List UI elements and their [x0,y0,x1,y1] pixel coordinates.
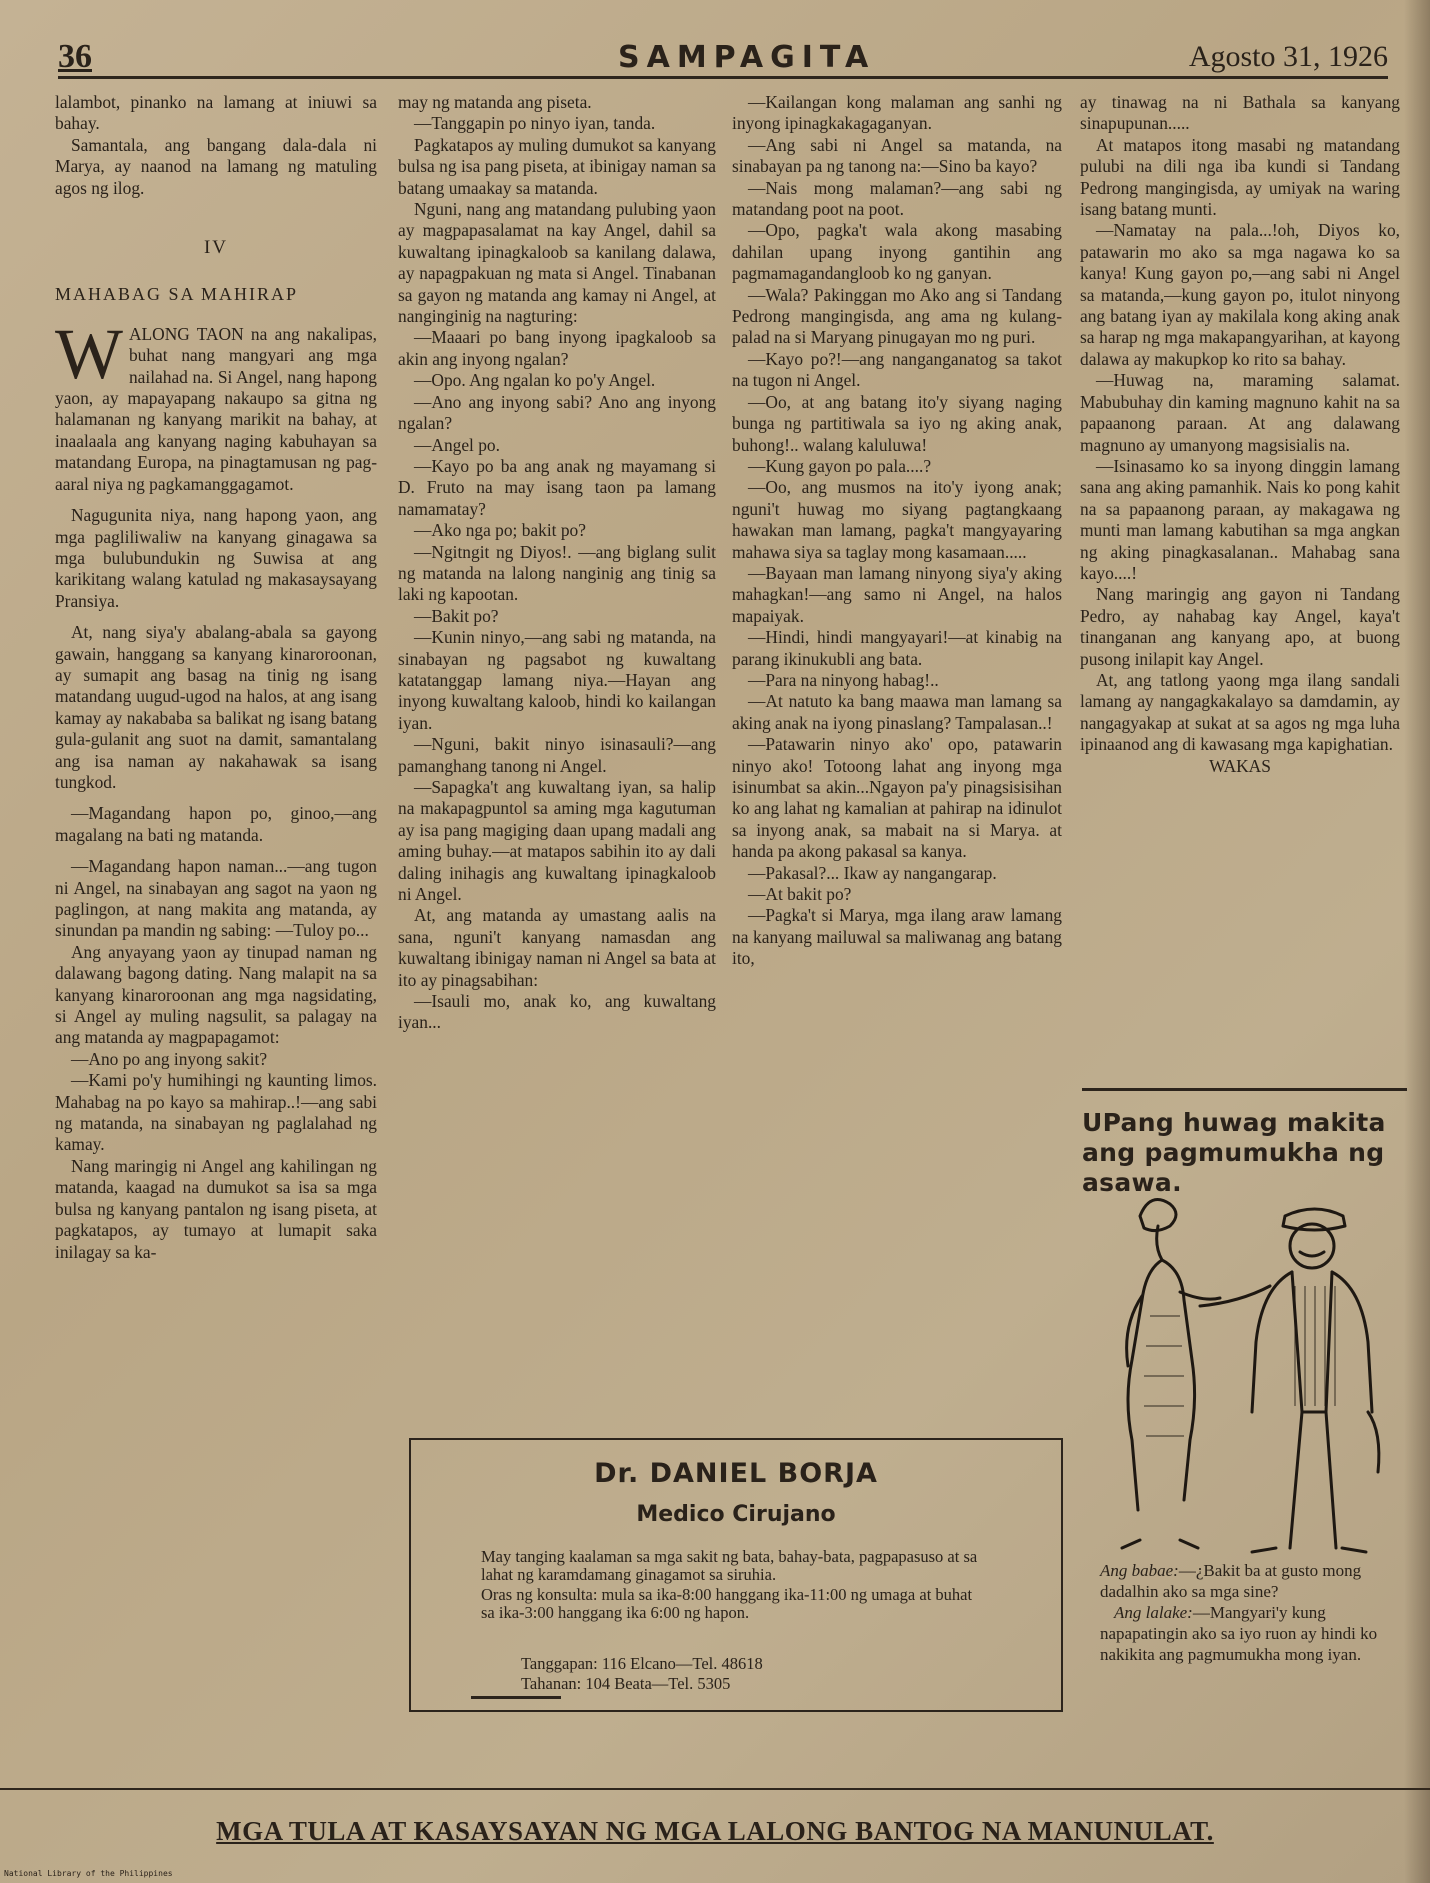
paragraph: —Kayo po?!—ang nanganganatog sa takot na tugon ni Angel. [732,348,1062,391]
page-header [58,38,1388,74]
paragraph: —Angel po. [414,434,500,455]
paragraph: —Bakit po? [414,605,499,626]
footer-rule [0,1788,1430,1790]
paragraph: At matapos itong masabi ng matandang pulubi na dili nga iba kundi si Tandang Pedrong mangingisda, ay umiyak na waring isang batang munti. [1080,134,1400,220]
cartoon-top-rule [1082,1088,1407,1091]
paragraph: —Para na ninyong habag!.. [748,669,939,690]
paragraph: —Namatay na pala...!oh, Diyos ko, patawarin mo ako sa mga nagawa ko sa kanya! Kung gayon po,—ang sabi ni Angel sa matanda,—kung gayon po, itulot ninyong ang batang iyan ay makilala kong aking anak sa harap ng mga makapangyarihan, at kayong dalawa ay makupkop ko rito sa bahay. [1080,220,1400,369]
paragraph: lalambot, pinanko na lamang at iniuwi sa bahay. [55,92,377,134]
paragraph: —Wala? Pakinggan mo Ako ang si Tandang Pedrong mangingisda, ang ama ng kulang-palad na si Maryang pinugayan mo ng puri. [732,284,1062,348]
paragraph: —Kunin ninyo,—ang sabi ng matanda, na sinabayan ng pagsabot ng kuwaltang katatanggap lamang niya.—Hayan ang inyong kuwaltang kaloob, hindi ko kailangan iyan. [398,627,716,733]
paragraph: —Ang sabi ni Angel sa matanda, na sinabayan pa ng tanong na:—Sino ba kayo? [732,134,1062,177]
paragraph: —Sapagka't ang kuwaltang iyan, sa halip na makapagpuntol sa aming mga kagutuman ay isa pang magiging daan upang madali ang aming buhay.—at matapos sabihin ito ay dali daling inihagis ang kuwaltang ipinagkaloob ni Angel. [398,777,716,905]
paragraph: —Kayo po ba ang anak ng mayamang si D. Fruto na may isang taon pa lamang namamatay? [398,455,716,519]
paragraph: —Huwag na, maraming salamat. Mabubuhay din kaming magnuno kahit na sa papaanong paraan. At ang dalawang magnuno ay umanyong magsisialis na. [1080,370,1400,455]
cartoon-illustration [1080,1176,1410,1556]
footer-banner: MGA TULA AT KASAYSAYAN NG MGA LALONG BANTOG NA MANUNULAT. [216,1816,1214,1846]
paragraph: At, ang tatlong yaong mga ilang sandali lamang ay nangagkakalayo sa damdamin, ay nangagyakap at sukat at sa agos ng mga luha ipinaanod ang di kawasang mga kapighatian. [1080,669,1400,755]
column-4 [1080,92,1400,777]
paragraph: —Kung gayon po pala....? [748,455,932,476]
paragraph: —Hindi, hindi mangyayari!—at kinabig na parang ikinukubli ang bata. [732,627,1062,669]
paragraph: —Pagka't si Marya, mga ilang araw lamang na kanyang mailuwal sa maliwanag ang batang ito, [732,905,1062,969]
column-1 [55,92,377,1263]
paragraph: Samantala, ang bangang dala-dala ni Marya, ay naanod na lamang ng matuling agos ng ilog. [55,134,377,198]
paragraph: —Patawarin ninyo ako' opo, patawarin ninyo ako! Totoong lahat ang inyong mga isinumbat sa akin...Ngayon pa'y pinagsisisihan ko ang lahat ng kamalian at pahirap na idinulot sa inyong anak, sa mabait na si Marya. at handa pa akong pakasal sa kanya. [732,734,1062,862]
ad-address [521,1654,763,1694]
column-2 [398,92,716,1034]
paragraph: —Maaari po bang inyong ipagkaloob sa akin ang inyong ngalan? [398,327,716,369]
ad-doctor-title: Medico Cirujano [636,1502,836,1527]
paragraph: Nagugunita niya, nang hapong yaon, ang mga pagliliwaliw na kanyang ginagawa sa mga bulubundukin ng Suwisa at ang karikitang walang katulad ng makasaysayang Pransiya. [55,505,377,611]
paragraph: —Pakasal?... Ikaw ay nangangarap. [748,862,997,883]
paragraph: —Oo, ang musmos na ito'y iyong anak; nguni't huwag mo siyang pagtangkaang hawakan man lamang, pagka't mangyayaring mahawa siya sa taglay mong kasamaan..... [732,477,1062,562]
doctor-advertisement [409,1438,1063,1712]
paragraph: —Isauli mo, anak ko, ang kuwaltang iyan... [398,991,716,1033]
paragraph: —Isinasamo ko sa inyong dinggin lamang sana ang aking pamanhik. Nais ko pong kahit na sa papaanong paraan, ay makagawa ng munti man lamang kabutihan sa mga angkan ng aking pinagkasalanan.. Mahabag sana kayo....! [1080,455,1400,583]
paragraph: —Kami po'y humihingi ng kaunting limos. Mahabag na po kayo sa mahirap..!—ang sabi ng matanda, na sinabayan ng paglalahad ng kamay. [55,1070,377,1155]
section-number: IV [203,237,229,259]
paragraph: —Opo, pagka't wala akong masabing dahilan upang inyong gantihin ang pagmamagandangloob ko ng ganyan. [732,220,1062,284]
paragraph: —At bakit po? [748,884,852,905]
masthead: SAMPAGITA [618,40,876,75]
story-end-label: WAKAS [1209,755,1271,776]
paragraph: —Ngitngit ng Diyos!. —ang biglang sulit ng matanda na lalong nanginig ang tinig sa laki ng kapootan. [398,541,716,605]
paragraph: —Ano ang inyong sabi? Ano ang inyong ngalan? [398,391,716,434]
paragraph: Pagkatapos ay muling dumukot sa kanyang bulsa ng isa pang piseta, at ibinigay naman sa batang umaakay sa matanda. [398,134,716,198]
caption-man: Ang lalake:—Mangyari'y kung napapatingin ako sa iyo ruon ay hindi ko nakikita ang pagmumukha mong iyan. [1100,1603,1378,1664]
page-number: 36 [58,38,92,75]
paragraph: —Magandang hapon naman...—ang tugon ni Angel, na sinabayan ang sagot na yaon ng paglingon, at nang makita ang matanda, ay sinundan pa mandin ng sabing: —Tuloy po... [55,856,377,941]
ad-office: Tanggapan: 116 Elcano—Tel. 48618 [521,1654,763,1673]
paragraph: ay tinawag na ni Bathala sa kanyang sinapupunan..... [1080,92,1400,134]
ad-divider [471,1696,561,1699]
paragraph: —Magandang hapon po, ginoo,—ang magalang na bati ng matanda. [55,803,377,845]
caption-woman: Ang babae:—¿Bakit ba at gusto mong dadalhin ako sa mga sine? [1100,1561,1362,1601]
paragraph: Ang anyayang yaon ay tinupad naman ng dalawang bagong dating. Nang malapit na sa kanyang kinaroroonan ang mga nagsidating, si Angel ay muling nagsulit, sa palagay na ang matanda ay magpapagamot: [55,941,377,1048]
drop-cap: W [55,313,123,394]
paragraph: —Kailangan kong malaman ang sanhi ng inyong ipinagkakagaganyan. [732,92,1062,134]
paragraph: —Opo. Ang ngalan ko po'y Angel. [414,370,656,391]
ad-home: Tahanan: 104 Beata—Tel. 5305 [521,1674,731,1693]
ad-hours: Oras ng konsulta: mula sa ika-8:00 hanggang ika-11:00 ng umaga at buhat sa ika-3:00 hanggang ika 6:00 ng hapon. [481,1585,973,1622]
ad-specialty: May tanging kaalaman sa mga sakit ng bata, bahay-bata, pagpapasuso at sa lahat ng karamdamang ginagamot sa siruhia. [481,1547,978,1584]
issue-date: Agosto 31, 1926 [1188,40,1388,73]
paragraph: —At natuto ka bang maawa man lamang sa aking anak na iyong pinaslang? Tampalasan..! [732,691,1062,733]
paragraph: —Nais mong malaman?—ang sabi ng matandang poot na poot. [732,177,1062,220]
paragraph: —Ako nga po; bakit po? [414,520,586,541]
section-title: MAHABAG SA MAHIRAP [55,284,299,305]
cartoon-title: UPang huwag makita ang pagmumukha ng asawa. [1082,1108,1386,1197]
paragraph: may ng matanda ang piseta. [398,92,592,112]
ad-body [481,1548,986,1622]
paragraph: At, ang matanda ay umastang aalis na sana, nguni't kanyang namasdan ang kuwaltang ibinigay naman ni Angel sa bata at ito ay pinagsabihan: [398,905,716,990]
paragraph: —Oo, at ang batang ito'y siyang naging bunga ng partitiwala sa iyo ng aking anak, buhong!.. walang kaluluwa! [732,391,1062,455]
paragraph: Nang maringig ang gayon ni Tandang Pedro, ay nahabag kay Angel, kaya't tinanganan ang kanyang apo, at buong pusong inilapit kay Angel. [1080,584,1400,669]
paragraph: —Tanggapin po ninyo iyan, tanda. [414,113,656,134]
header-rule [58,76,1388,79]
paragraph: Nang maringig ni Angel ang kahilingan ng matanda, kaagad na dumukot sa isa sa mga bulsa ng kanyang pantalon ng isang piseta, at pagkatapos, ay tumayo at lumapit saka inilagay sa ka- [55,1155,377,1262]
cartoon-caption [1100,1560,1410,1665]
man-figure [1283,1209,1345,1230]
paragraph: —Ano po ang inyong sakit? [71,1048,268,1069]
library-credit: National Library of the Philippines [4,1869,173,1878]
column-3 [732,92,1062,970]
ad-doctor-name: Dr. DANIEL BORJA [594,1458,878,1489]
paragraph: —Bayaan man lamang ninyong siya'y aking mahagkan!—ang samo ni Angel, na halos mapaiyak. [732,562,1062,626]
page-edge-shadow [1404,0,1430,1883]
paragraph: —Nguni, bakit ninyo isinasauli?—ang pamanghang tanong ni Angel. [398,734,716,776]
paragraph: At, nang siya'y abalang-abala sa gayong gawain, hanggang sa kanyang kinaroroonan, ay sumapit ang basag na tinig ng isang matandang uugud-ugod na halos, at ang isang kamay ay nakababa sa balikat ng isang batang gula-gulanit ang suot na damit, samantalang ang isa naman ay nakahawak sa isang tungkod. [55,622,377,792]
paragraph: Nguni, nang ang matandang pulubing yaon ay magpapasalamat na kay Angel, dahil sa kuwaltang ipinagkaloob sa kanilang dalawa, ay napagpakuan ng mata si Angel. Tinabanan sa gayon ng matanda ang kamay ni Angel, at nanginginig na nagturing: [398,199,716,327]
paragraph: WALONG TAON na ang nakalipas, buhat nang mangyari ang mga nailahad na. Si Angel, nang hapong yaon, ay mapayapang nakaupo sa gitna ng halamanan ng kanyang marikit na bahay, at inaalaala ang kanyang naging kabuhayan sa matandang Europa, na pinagtamusan ng pag-aaral niya ng pagkamanggagamot. [55,313,377,494]
